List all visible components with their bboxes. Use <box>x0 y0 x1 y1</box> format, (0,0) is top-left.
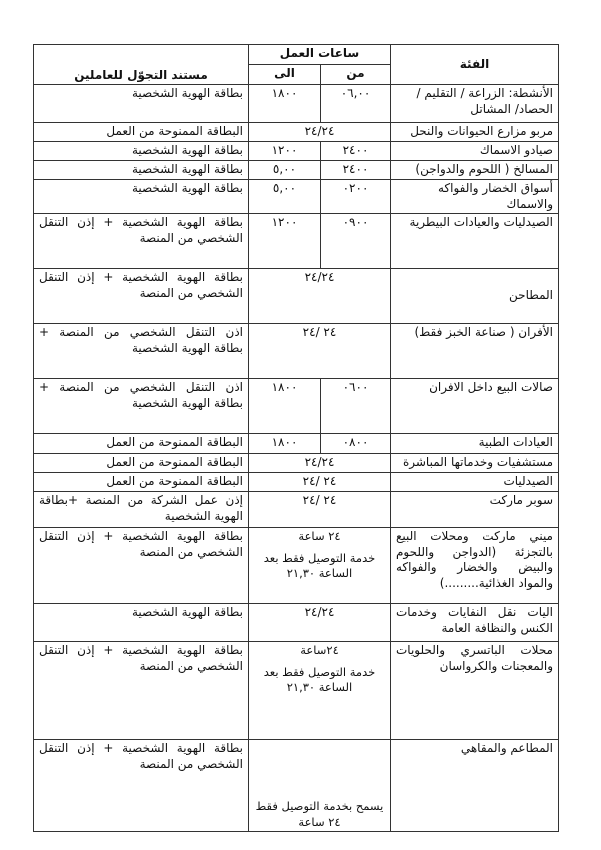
table-row <box>34 142 559 161</box>
document-cell: بطاقة الهوية الشخصية <box>34 142 249 161</box>
category-cell: الصيدليات والعيادات البيطرية <box>391 214 559 269</box>
hours-cell: ٢٤/٢٤ <box>249 604 391 642</box>
document-cell: بطاقة الهوية الشخصية <box>34 180 249 214</box>
table-row <box>34 161 559 180</box>
hours-cell: ٢٤ /٢٤ <box>249 492 391 528</box>
table-row <box>34 123 559 142</box>
document-header: مستند التجوّل للعاملين <box>34 45 249 85</box>
from-cell: ٠٨٠٠ <box>321 434 391 454</box>
category-cell: الأفران ( صناعة الخبز فقط) <box>391 324 559 379</box>
table-row <box>34 434 559 454</box>
table-row <box>34 324 559 379</box>
category-cell: ميني ماركت ومحلات البيع بالتجزئة (الدواجن واللحوم والبيض والخضار والفواكه والمواد الغذائية.........) <box>391 528 559 604</box>
hours-cell: ٢٤/٢٤ <box>249 269 391 324</box>
hours-value: ٢٤ ساعة <box>298 814 341 829</box>
to-cell: ١٢٠٠ <box>249 142 321 161</box>
document-cell: بطاقة الهوية الشخصية + إذن التنقل الشخصي من المنصة <box>34 528 249 604</box>
from-cell: ٠٢٠٠ <box>321 180 391 214</box>
document-cell: بطاقة الهوية الشخصية + إذن التنقل الشخصي من المنصة <box>34 740 249 832</box>
to-cell: ١٨٠٠ <box>249 434 321 454</box>
from-cell: ٠٦,٠٠ <box>321 85 391 123</box>
category-cell: العيادات الطبية <box>391 434 559 454</box>
table-row <box>34 473 559 492</box>
category-cell: المطاحن <box>391 269 559 324</box>
from-cell: ٢٤٠٠ <box>321 142 391 161</box>
category-cell: صالات البيع داخل الافران <box>391 379 559 434</box>
from-header: من <box>321 65 391 85</box>
hours-cell: ٢٤ /٢٤ <box>249 324 391 379</box>
document-cell: البطاقة الممنوحة من العمل <box>34 454 249 473</box>
hours-cell: ٢٤/٢٤ <box>249 123 391 142</box>
document-cell: بطاقة الهوية الشخصية <box>34 161 249 180</box>
from-cell: ٠٩٠٠ <box>321 214 391 269</box>
category-cell: مربو مزارع الحيوانات والنحل <box>391 123 559 142</box>
working-hours-table <box>33 44 559 832</box>
category-cell: اليات نقل النفايات وخدمات الكنس والنظافة العامة <box>391 604 559 642</box>
hours-value: ٢٤ساعة <box>300 643 339 657</box>
to-cell: ١٨٠٠ <box>249 85 321 123</box>
document-cell: اذن التنقل الشخصي من المنصة + بطاقة الهوية الشخصية <box>34 379 249 434</box>
category-cell: المسالخ ( اللحوم والدواجن) <box>391 161 559 180</box>
from-cell: ٢٤٠٠ <box>321 161 391 180</box>
hours-cell <box>249 642 391 740</box>
document-cell: البطاقة الممنوحة من العمل <box>34 123 249 142</box>
delivery-note: يسمح بخدمة التوصيل فقط <box>255 799 384 813</box>
category-cell: الصيدليات <box>391 473 559 492</box>
category-cell: صيادو الاسماك <box>391 142 559 161</box>
document-cell: البطاقة الممنوحة من العمل <box>34 473 249 492</box>
category-cell: محلات الباتسري والحلويات والمعجنات والكرواسان <box>391 642 559 740</box>
category-cell: المطاعم والمقاهي <box>391 740 559 832</box>
document-cell: بطاقة الهوية الشخصية <box>34 604 249 642</box>
table-row <box>34 379 559 434</box>
table-row <box>34 740 559 832</box>
hours-header: ساعات العمل <box>249 45 391 65</box>
hours-cell: ٢٤ /٢٤ <box>249 473 391 492</box>
table-row <box>34 528 559 604</box>
table-row <box>34 269 559 324</box>
table-row <box>34 214 559 269</box>
table-row <box>34 492 559 528</box>
delivery-note: خدمة التوصيل فقط بعد الساعة ٢١,٣٠ <box>263 664 376 694</box>
to-cell: ٥,٠٠ <box>249 180 321 214</box>
hours-cell <box>249 740 391 832</box>
from-cell: ٠٦٠٠ <box>321 379 391 434</box>
hours-cell <box>249 528 391 604</box>
table-row <box>34 85 559 123</box>
document-cell: بطاقة الهوية الشخصية <box>34 85 249 123</box>
table-row <box>34 454 559 473</box>
table-row <box>34 642 559 740</box>
category-cell: مستشفيات وخدماتها المباشرة <box>391 454 559 473</box>
category-cell: سوبر ماركت <box>391 492 559 528</box>
document-page <box>33 44 558 832</box>
document-cell: بطاقة الهوية الشخصية + إذن التنقل الشخصي من المنصة <box>34 642 249 740</box>
category-cell: الأنشطة: الزراعة / التقليم / الحصاد/ المشاتل <box>391 85 559 123</box>
document-cell: إذن عمل الشركة من المنصة +بطاقة الهوية الشخصية <box>34 492 249 528</box>
table-row <box>34 180 559 214</box>
category-cell: أسواق الخضار والفواكه والاسماك <box>391 180 559 214</box>
hours-cell: ٢٤/٢٤ <box>249 454 391 473</box>
document-cell: اذن التنقل الشخصي من المنصة + بطاقة الهوية الشخصية <box>34 324 249 379</box>
hours-value: ٢٤ ساعة <box>298 529 341 543</box>
to-cell: ٥,٠٠ <box>249 161 321 180</box>
delivery-note: خدمة التوصيل فقط بعد الساعة ٢١,٣٠ <box>263 550 376 580</box>
to-cell: ١٨٠٠ <box>249 379 321 434</box>
category-header: الفئة <box>391 45 559 85</box>
document-cell: بطاقة الهوية الشخصية + إذن التنقل الشخصي من المنصة <box>34 214 249 269</box>
to-header: الى <box>249 65 321 85</box>
document-cell: البطاقة الممنوحة من العمل <box>34 434 249 454</box>
table-row <box>34 604 559 642</box>
to-cell: ١٢٠٠ <box>249 214 321 269</box>
document-cell: بطاقة الهوية الشخصية + إذن التنقل الشخصي من المنصة <box>34 269 249 324</box>
